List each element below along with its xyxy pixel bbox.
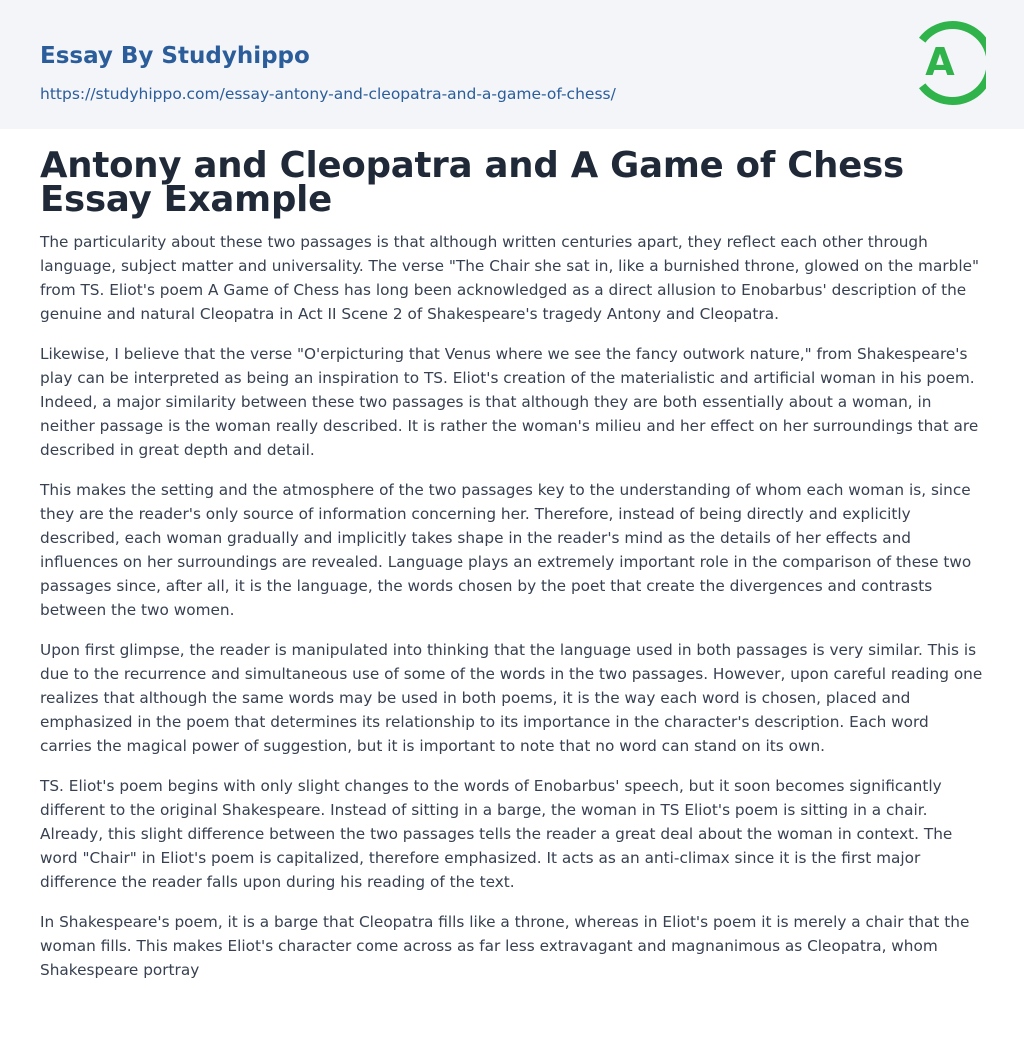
- source-url-link[interactable]: https://studyhippo.com/essay-antony-and-cleopatra-and-a-game-of-chess/: [40, 85, 616, 103]
- page-title: Antony and Cleopatra and A Game of Chess Essay Example: [40, 145, 904, 220]
- paragraph: Likewise, I believe that the verse "O'erpicturing that Venus where we see the fancy outwork nature," from Shakespeare's play can be interpreted as being an inspiration to TS. Eliot's creation of the materialistic and artificial woman in his poem. Indeed, a major similarity between these two passages is that although they are both essentially about a woman, in neither passage is the woman really described. It is rather the woman's milieu and her effect on her surroundings that are described in great depth and detail.: [40, 345, 979, 459]
- paragraph: Upon first glimpse, the reader is manipulated into thinking that the language used in both passages is very similar. This is due to the recurrence and simultaneous use of some of the words in the two passages. However, upon careful reading one realizes that although the same words may be used in both poems, it is the way each word is chosen, placed and emphasized in the poem that determines its relationship to its importance in the character's description. Each word carries the magical power of suggestion, but it is important to note that no word can stand on its own.: [40, 641, 983, 755]
- brand-title[interactable]: Essay By Studyhippo: [40, 43, 310, 69]
- logo-letter: A: [925, 40, 955, 84]
- paragraph: In Shakespeare's poem, it is a barge that Cleopatra fills like a throne, whereas in Eliot's poem it is merely a chair that the woman fills. This makes Eliot's character come across as far less extravagant and magnanimous as Cleopatra, whom Shakespeare portray: [40, 913, 970, 979]
- paragraph: The particularity about these two passages is that although written centuries apart, they reflect each other through language, subject matter and universality. The verse "The Chair she sat in, like a burnished throne, glowed on the marble" from TS. Eliot's poem A Game of Chess has long been acknowledged as a direct allusion to Enobarbus' description of the genuine and natural Cleopatra in Act II Scene 2 of Shakespeare's tragedy Antony and Cleopatra.: [40, 233, 980, 323]
- paragraph: TS. Eliot's poem begins with only slight changes to the words of Enobarbus' speech, but it soon becomes significantly different to the original Shakespeare. Instead of sitting in a barge, the woman in TS Eliot's poem is sitting in a chair. Already, this slight difference between the two passages tells the reader a great deal about the woman in context. The word "Chair" in Eliot's poem is capitalized, therefore emphasized. It acts as an anti-climax since it is the first major difference the reader falls upon during his reading of the text.: [40, 777, 953, 891]
- article-body: [40, 230, 985, 998]
- paragraph: This makes the setting and the atmosphere of the two passages key to the understanding of whom each woman is, since they are the reader's only source of information concerning her. Therefore, instead of being directly and explicitly described, each woman gradually and implicitly takes shape in the reader's mind as the details of her effects and influences on her surroundings are revealed. Language plays an extremely important role in the comparison of these two passages since, after all, it is the language, the words chosen by the poet that create the divergences and contrasts between the two women.: [40, 481, 972, 619]
